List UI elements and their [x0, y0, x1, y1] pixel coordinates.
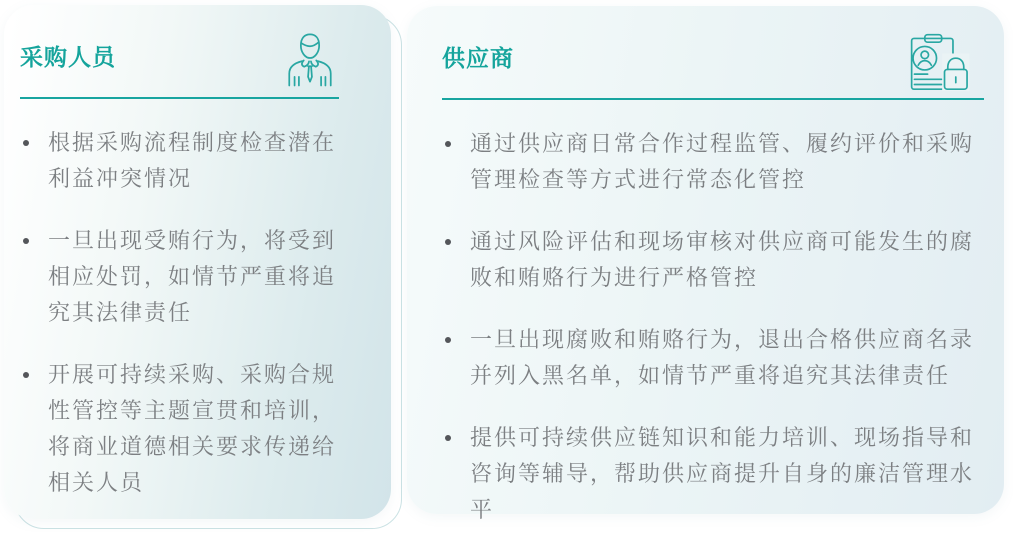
bullet-item [20, 223, 339, 331]
bullet-text: 根据采购流程制度检查潜在利益冲突情况 [48, 130, 337, 191]
title-underline [20, 97, 339, 99]
bullet-item [442, 322, 984, 394]
bullet-item [442, 224, 984, 296]
bullet-dot [445, 435, 451, 441]
bullet-text: 一旦出现腐败和贿赂行为，退出合格供应商名录并列入黑名单，如情节严重将追究其法律责任 [470, 327, 975, 388]
card-header [20, 45, 339, 69]
bullet-dot [23, 140, 29, 146]
bullet-dot [23, 238, 29, 244]
card-header [442, 46, 984, 70]
bullet-dot [445, 239, 451, 245]
bullet-text: 通过供应商日常合作过程监管、履约评价和采购管理检查等方式进行常态化管控 [470, 131, 975, 192]
bullet-text: 提供可持续供应链知识和能力培训、现场指导和咨询等辅导，帮助供应商提升自身的廉洁管理水平 [470, 425, 975, 522]
supplier-clipboard-lock-icon [904, 30, 970, 92]
bullet-text: 开展可持续采购、采购合规性管控等主题宣贯和培训，将商业道德相关要求传递给相关人员 [48, 362, 337, 495]
bullet-item [20, 357, 339, 501]
card-suppliers [407, 6, 1004, 522]
bullet-item [442, 420, 984, 528]
bullet-text: 一旦出现受贿行为，将受到相应处罚，如情节严重将追究其法律责任 [48, 228, 337, 325]
card-title: 供应商 [442, 45, 514, 71]
bullet-dot [23, 372, 29, 378]
bullet-list [442, 126, 984, 528]
businessman-icon [283, 30, 337, 88]
bullet-list [20, 125, 339, 501]
title-underline [442, 98, 984, 100]
bullet-item [20, 125, 339, 197]
bullet-item [442, 126, 984, 198]
card-procurement-staff [4, 5, 391, 519]
bullet-dot [445, 337, 451, 343]
bullet-text: 通过风险评估和现场审核对供应商可能发生的腐败和贿赂行为进行严格管控 [470, 229, 975, 290]
card-title: 采购人员 [20, 44, 116, 70]
bullet-dot [445, 141, 451, 147]
